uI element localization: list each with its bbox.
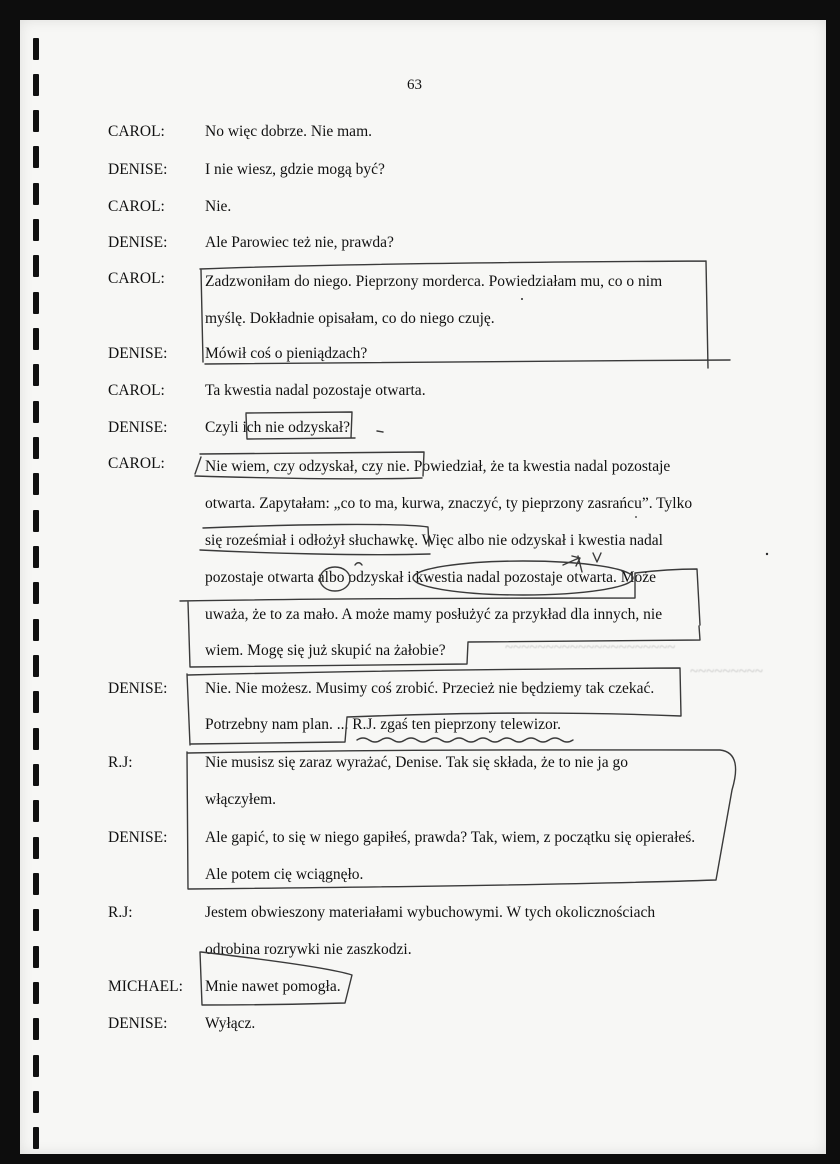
binding-hole	[33, 1091, 39, 1113]
dialogue-line: Zadzwoniłam do niego. Pieprzony morderca. Powiedziałam mu, co o nim	[205, 273, 663, 290]
dialogue-line: Jestem obwieszony materiałami wybuchowymi. W tych okolicznościach	[205, 904, 656, 921]
binding-hole	[33, 110, 39, 132]
binding-hole	[33, 38, 39, 60]
dialogue-line: uważa, że to za mało. A może mamy posłużyć za przykład dla innych, nie	[205, 606, 663, 623]
speaker-name: MICHAEL:	[108, 978, 183, 995]
binding-hole	[33, 546, 39, 568]
dialogue-line: się roześmiał i odłożył słuchawkę. Więc albo nie odzyskał i kwestia nadal	[205, 532, 663, 549]
speaker-name: CAROL:	[108, 382, 165, 399]
dialogue-line: Potrzebny nam plan. ... R.J. zgaś ten pieprzony telewizor.	[205, 716, 561, 733]
binding-hole	[33, 982, 39, 1004]
speaker-name: R.J:	[108, 904, 133, 921]
binding-hole	[33, 74, 39, 96]
speaker-name: CAROL:	[108, 123, 165, 140]
binding-hole	[33, 582, 39, 604]
speaker-name: R.J:	[108, 754, 133, 771]
dialogue-line: Mnie nawet pomogła.	[205, 978, 341, 995]
binding-hole	[33, 691, 39, 713]
binding-hole	[33, 619, 39, 641]
binding-hole	[33, 946, 39, 968]
speaker-name: DENISE:	[108, 345, 168, 362]
speaker-name: DENISE:	[108, 1015, 168, 1032]
dialogue-line: odrobina rozrywki nie zaszkodzi.	[205, 941, 412, 958]
binding-hole	[33, 364, 39, 386]
binding-hole	[33, 328, 39, 350]
dialogue-line: Czyli ich nie odzyskał?	[205, 419, 351, 436]
dialogue-line: Ale gapić, to się w niego gapiłeś, prawda? Tak, wiem, z początku się opierałeś.	[205, 829, 696, 846]
binding-hole	[33, 909, 39, 931]
binding-hole	[33, 146, 39, 168]
binding-hole	[33, 183, 39, 205]
dialogue-line: wiem. Mogę się już skupić na żałobie?	[205, 642, 446, 659]
pencil-smudge: ~~~~~~~~~~~~~~~~~~~~~	[505, 640, 676, 656]
speaker-name: DENISE:	[108, 161, 168, 178]
dialogue-line: Nie wiem, czy odzyskał, czy nie. Powiedział, że ta kwestia nadal pozostaje	[205, 458, 671, 475]
binding-hole	[33, 1018, 39, 1040]
binding-hole	[33, 873, 39, 895]
binding-hole	[33, 473, 39, 495]
binding-hole	[33, 401, 39, 423]
binding-hole	[33, 292, 39, 314]
page-number: 63	[407, 77, 422, 93]
dialogue-line: Mówił coś o pieniądzach?	[205, 345, 368, 362]
speaker-name: CAROL:	[108, 455, 165, 472]
binding-hole	[33, 837, 39, 859]
pencil-smudge: ~~~~~~~~~	[690, 664, 764, 680]
dialogue-line: No więc dobrze. Nie mam.	[205, 123, 372, 140]
dialogue-line: I nie wiesz, gdzie mogą być?	[205, 161, 385, 178]
dialogue-line: Ta kwestia nadal pozostaje otwarta.	[205, 382, 426, 399]
binding-hole	[33, 219, 39, 241]
dialogue-line: Nie.	[205, 198, 232, 215]
speaker-name: DENISE:	[108, 234, 168, 251]
speaker-name: DENISE:	[108, 419, 168, 436]
binding-hole	[33, 510, 39, 532]
dialogue-line: Wyłącz.	[205, 1015, 256, 1032]
dialogue-line: Nie musisz się zaraz wyrażać, Denise. Tak się składa, że to nie ja go	[205, 754, 628, 771]
speaker-name: CAROL:	[108, 198, 165, 215]
dialogue-line: Ale potem cię wciągnęło.	[205, 866, 364, 883]
dialogue-line: włączyłem.	[205, 791, 277, 808]
speaker-name: DENISE:	[108, 680, 168, 697]
binding-hole	[33, 1055, 39, 1077]
dialogue-line: myślę. Dokładnie opisałam, co do niego czuję.	[205, 310, 495, 327]
dialogue-line: Nie. Nie możesz. Musimy coś zrobić. Przecież nie będziemy tak czekać.	[205, 680, 655, 697]
binding-hole	[33, 800, 39, 822]
binding-hole	[33, 764, 39, 786]
speaker-name: CAROL:	[108, 270, 165, 287]
binding-hole	[33, 1127, 39, 1149]
binding-hole	[33, 728, 39, 750]
binding-hole	[33, 655, 39, 677]
dialogue-line: pozostaje otwarta albo odzyskał i kwestia nadal pozostaje otwarta. Może	[205, 569, 657, 586]
dialogue-line: otwarta. Zapytałam: „co to ma, kurwa, znaczyć, ty pieprzony zasrańcu”. Tylko	[205, 495, 693, 512]
speaker-name: DENISE:	[108, 829, 168, 846]
dialogue-line: Ale Parowiec też nie, prawda?	[205, 234, 394, 251]
binding-hole	[33, 255, 39, 277]
binding-hole	[33, 437, 39, 459]
